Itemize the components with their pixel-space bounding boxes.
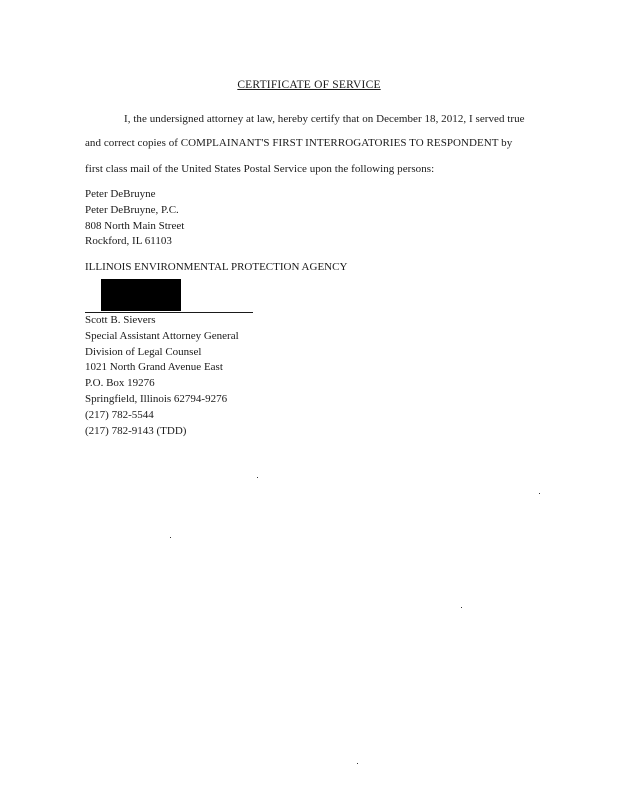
recipient-address: [85, 187, 184, 250]
signatory-name: Scott B. Sievers: [85, 314, 156, 326]
signatory-city: Springfield, Illinois 62794-9276: [85, 392, 228, 405]
signature-redaction: [101, 279, 181, 311]
signatory-po-box: P.O. Box 19276: [85, 377, 155, 390]
signatory-block: [85, 313, 239, 439]
signatory-title: Special Assistant Attorney General: [85, 329, 239, 342]
body-line-1: I, the undersigned attorney at law, hereby certify that on December 18, 2012, I served true: [124, 113, 525, 125]
signatory-tdd: (217) 782-9143 (TDD): [85, 424, 187, 437]
scan-speck: [170, 537, 171, 538]
recipient-firm: Peter DeBruyne, P.C.: [85, 203, 179, 216]
agency-name: ILLINOIS ENVIRONMENTAL PROTECTION AGENCY: [85, 261, 348, 273]
signatory-division: Division of Legal Counsel: [85, 345, 202, 358]
signatory-phone: (217) 782-5544: [85, 408, 154, 421]
signatory-street: 1021 North Grand Avenue East: [85, 361, 223, 374]
scan-speck: [461, 607, 462, 608]
body-line-2: and correct copies of COMPLAINANT'S FIRST INTERROGATORIES TO RESPONDENT by: [85, 137, 513, 149]
scan-speck: [357, 763, 358, 764]
scan-speck: [539, 493, 540, 494]
document-title: CERTIFICATE OF SERVICE: [237, 79, 381, 91]
recipient-street: 808 North Main Street: [85, 219, 185, 232]
recipient-name: Peter DeBruyne: [85, 188, 156, 200]
recipient-city: Rockford, IL 61103: [85, 235, 172, 248]
body-line-3: first class mail of the United States Postal Service upon the following persons:: [85, 163, 435, 175]
scan-speck: [257, 477, 258, 478]
